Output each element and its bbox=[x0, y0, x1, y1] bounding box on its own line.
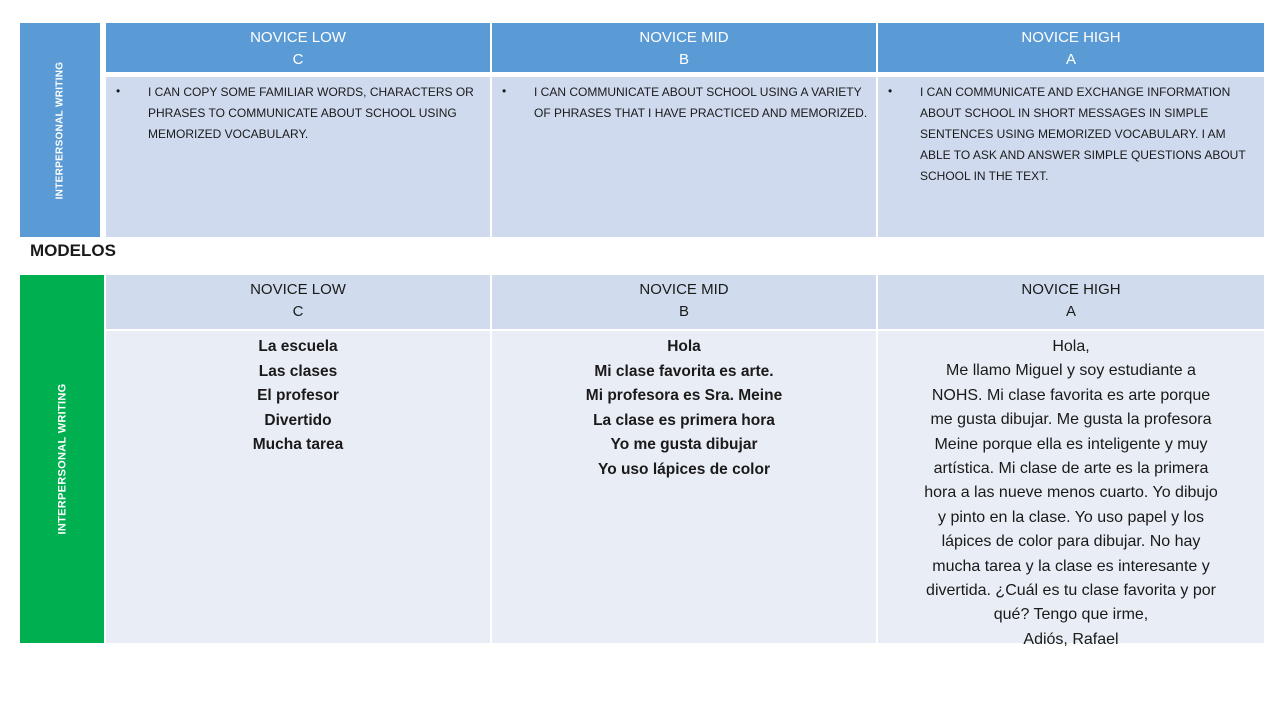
model-line: divertida. ¿Cuál es tu clase favorita y por bbox=[926, 582, 1216, 600]
bullet-icon: • bbox=[116, 84, 121, 98]
model-line: Las clases bbox=[258, 362, 338, 380]
header-grade: B bbox=[678, 51, 689, 68]
model-novice-mid bbox=[492, 331, 876, 643]
header-grade: A bbox=[1065, 51, 1076, 68]
descriptor-text: I CAN COMMUNICATE ABOUT SCHOOL USING A VARIETY OF PHRASES THAT I HAVE PRACTICED AND MEMORIZED. bbox=[534, 85, 868, 120]
header-grade: A bbox=[1065, 303, 1076, 320]
model-line: mucha tarea y la clase es interesante y bbox=[932, 557, 1210, 575]
model-line: me gusta dibujar. Me gusta la profesora bbox=[930, 411, 1212, 429]
model-line: Hola bbox=[667, 338, 701, 355]
bullet-icon: • bbox=[888, 84, 893, 98]
header-novice-mid bbox=[492, 23, 876, 75]
header-level: NOVICE LOW bbox=[250, 29, 346, 46]
bullet-icon: • bbox=[502, 84, 507, 98]
header-level: NOVICE LOW bbox=[250, 281, 346, 298]
header-grade: C bbox=[292, 51, 304, 68]
header-level: NOVICE HIGH bbox=[1021, 281, 1121, 298]
descriptor-novice-high bbox=[878, 77, 1264, 237]
model-novice-low bbox=[106, 331, 490, 643]
model-line: Meine porque ella es inteligente y muy bbox=[934, 435, 1208, 453]
header-novice-high bbox=[878, 275, 1264, 329]
header-novice-high bbox=[878, 23, 1264, 75]
modelos-heading: MODELOS bbox=[30, 241, 116, 260]
header-novice-low bbox=[106, 23, 490, 75]
model-line: El profesor bbox=[257, 387, 339, 404]
model-line: y pinto en la clase. Yo uso papel y los bbox=[938, 508, 1204, 526]
model-line: Divertido bbox=[264, 411, 332, 429]
side-label: INTERPERSONAL WRITING bbox=[54, 61, 66, 199]
header-grade: B bbox=[678, 303, 689, 320]
model-line: Me llamo Miguel y soy estudiante a bbox=[946, 362, 1196, 380]
model-line: Mucha tarea bbox=[252, 436, 344, 453]
model-line: Mi clase favorita es arte. bbox=[594, 362, 774, 380]
rubric-table bbox=[20, 23, 1258, 237]
descriptor-text: I CAN COPY SOME FAMILIAR WORDS, CHARACTERS OR PHRASES TO COMMUNICATE ABOUT SCHOOL USING MEMORIZED VOCABULARY. bbox=[148, 85, 474, 141]
model-line: Yo me gusta dibujar bbox=[610, 436, 758, 453]
model-line: Yo uso lápices de color bbox=[598, 460, 770, 478]
model-line: La clase es primera hora bbox=[593, 411, 775, 429]
side-label-cell bbox=[20, 275, 104, 643]
header-level: NOVICE MID bbox=[639, 29, 729, 46]
header-novice-low bbox=[106, 275, 490, 329]
side-label-cell bbox=[20, 23, 100, 237]
model-novice-high bbox=[878, 331, 1264, 648]
header-novice-mid bbox=[492, 275, 876, 329]
model-line: qué? Tengo que irme, bbox=[993, 606, 1149, 624]
descriptor-text: I CAN COMMUNICATE AND EXCHANGE INFORMATION ABOUT SCHOOL IN SHORT MESSAGES IN SIMPLE SENTENCES USING MEMORIZED VOCABULARY. I AM ABLE TO ASK AND ANSWER SIMPLE QUESTIONS ABOUT SCHOOL IN THE TEXT. bbox=[920, 85, 1246, 183]
model-line: lápices de color para dibujar. No hay bbox=[941, 533, 1201, 551]
model-line: Adiós, Rafael bbox=[1023, 630, 1119, 648]
model-line: La escuela bbox=[258, 338, 338, 355]
model-line: Mi profesora es Sra. Meine bbox=[585, 387, 783, 404]
model-line: NOHS. Mi clase favorita es arte porque bbox=[931, 386, 1211, 404]
header-level: NOVICE HIGH bbox=[1021, 29, 1121, 46]
descriptor-novice-low bbox=[106, 77, 490, 237]
model-line: Hola, bbox=[1052, 338, 1090, 355]
header-level: NOVICE MID bbox=[639, 281, 729, 298]
model-line: artística. Mi clase de arte es la primera bbox=[933, 460, 1209, 478]
models-table bbox=[20, 275, 1258, 648]
model-line: hora a las nueve menos cuarto. Yo dibujo bbox=[924, 484, 1218, 502]
header-grade: C bbox=[292, 303, 304, 320]
side-label: INTERPERSONAL WRITING bbox=[56, 383, 68, 535]
descriptor-novice-mid bbox=[492, 77, 876, 237]
